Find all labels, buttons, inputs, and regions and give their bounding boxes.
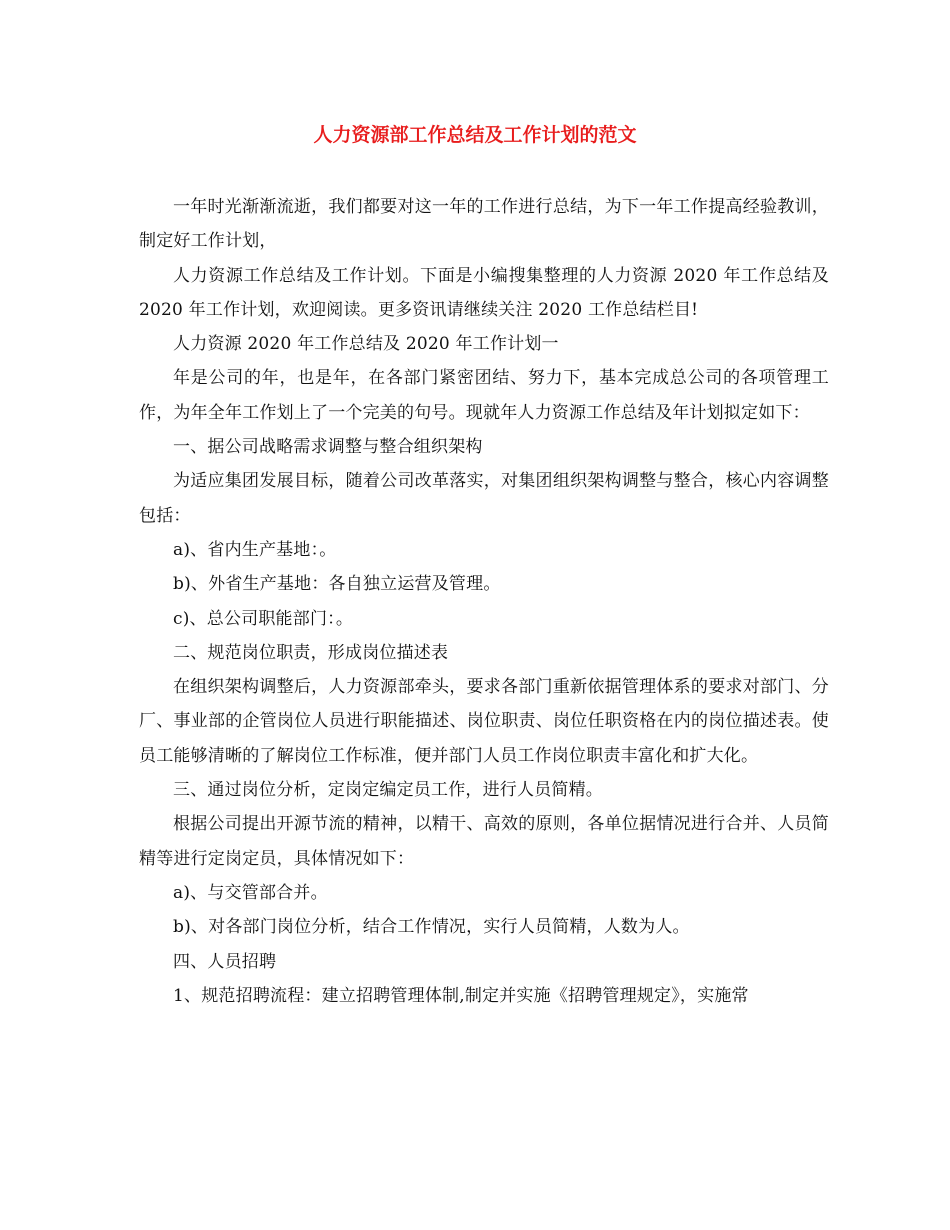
document-body [139, 190, 829, 1013]
list-item: a)、与交管部合并。 [173, 882, 328, 903]
section-heading: 四、人员招聘 [173, 951, 277, 972]
list-item: b)、外省生产基地：各自独立运营及管理。 [173, 574, 501, 595]
paragraph: 年是公司的年，也是年，在各部门紧密团结、努力下，基本完成总公司的各项管理工作，为年全年工作划上了一个完美的句号。现就年人力资源工作总结及年计划拟定如下： [139, 368, 829, 423]
paragraph: 人力资源工作总结及工作计划。下面是小编搜集整理的人力资源 2020 年工作总结及 2020 年工作计划，欢迎阅读。更多资讯请继续关注 2020 工作总结栏目! [139, 265, 829, 320]
list-item: a)、省内生产基地：。 [173, 539, 337, 560]
paragraph: 人力资源 2020 年工作总结及 2020 年工作计划一 [173, 334, 559, 355]
section-heading: 一、据公司战略需求调整与整合组织架构 [173, 437, 483, 458]
section-heading: 三、通过岗位分析，定岗定编定员工作，进行人员简精。 [173, 780, 603, 801]
paragraph: 一年时光渐渐流逝，我们都要对这一年的工作进行总结，为下一年工作提高经验教训，制定好工作计划， [139, 197, 829, 252]
paragraph: 在组织架构调整后，人力资源部牵头，要求各部门重新依据管理体系的要求对部门、分厂、事业部的企管岗位人员进行职能描述、岗位职责、岗位任职资格在内的岗位描述表。使员工能够清晰的了解岗位工作标准，便并部门人员工作岗位职责丰富化和扩大化。 [139, 677, 829, 766]
document-title: 人力资源部工作总结及工作计划的范文 [313, 124, 637, 146]
paragraph: 根据公司提出开源节流的精神，以精干、高效的原则，各单位据情况进行合并、人员简精等进行定岗定员，具体情况如下： [139, 814, 829, 869]
list-item: b)、对各部门岗位分析，结合工作情况，实行人员简精，人数为人。 [173, 917, 690, 938]
list-item: c)、总公司职能部门：。 [173, 608, 354, 629]
paragraph: 1、规范招聘流程：建立招聘管理体制,制定并实施《招聘管理规定》，实施常 [173, 985, 749, 1006]
section-heading: 二、规范岗位职责，形成岗位描述表 [173, 642, 449, 663]
paragraph: 为适应集团发展目标，随着公司改革落实，对集团组织架构调整与整合，核心内容调整包括： [139, 471, 829, 526]
